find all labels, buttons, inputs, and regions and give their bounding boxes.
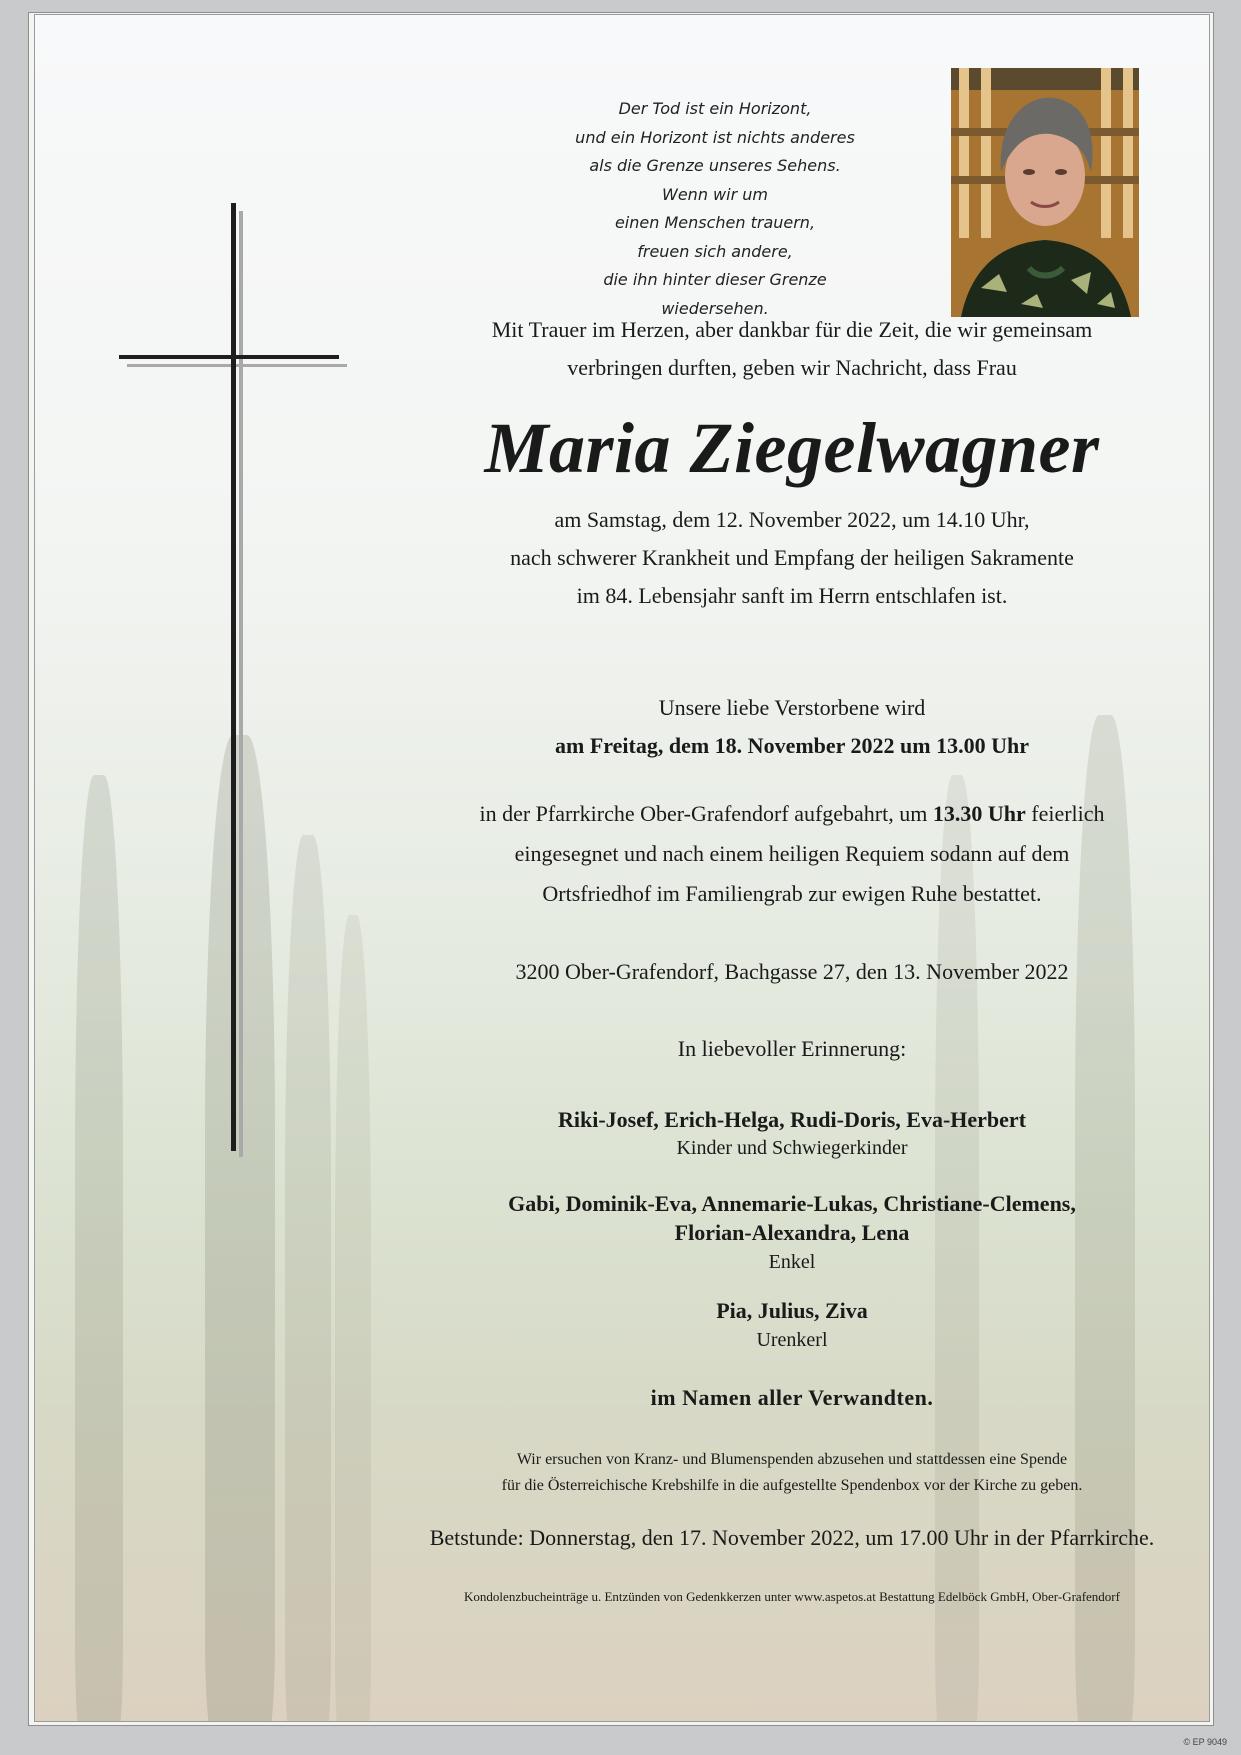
death-info-line: am Samstag, dem 12. November 2022, um 14.10 Uhr, [554, 507, 1030, 532]
poem [515, 95, 915, 323]
background-tree [75, 775, 123, 1722]
document-code: © EP 9049 [1183, 1737, 1227, 1747]
portrait-illustration [951, 68, 1139, 317]
poem-line: und ein Horizont ist nichts anderes [575, 127, 855, 147]
poem-line: Der Tod ist ein Horizont, [618, 99, 812, 118]
death-info-line: im 84. Lebensjahr sanft im Herrn entschlafen ist. [576, 583, 1008, 608]
place-date: 3200 Ober-Grafendorf, Bachgasse 27, den 13. November 2022 [515, 959, 1069, 984]
poem-line: Wenn wir um [662, 184, 768, 204]
background-tree [335, 915, 371, 1722]
cross-shadow-vertical [239, 211, 243, 1157]
great-grandchildren-names: Pia, Julius, Ziva [716, 1298, 868, 1323]
grandchildren-names: Florian-Alexandra, Lena [674, 1220, 910, 1245]
funeral-line: Ortsfriedhof im Familiengrab zur ewigen Ruhe bestattet. [542, 881, 1042, 906]
background-tree [935, 775, 979, 1722]
memory-heading: In liebevoller Erinnerung: [677, 1036, 907, 1061]
relatives-line: im Namen aller Verwandten. [650, 1385, 934, 1410]
cross-shadow-horizontal [127, 364, 347, 367]
intro-line: verbringen durften, geben wir Nachricht, dass Frau [567, 355, 1017, 380]
poem-line: einen Menschen trauern, [614, 213, 816, 232]
cross-horizontal-bar [119, 355, 339, 359]
funeral-line: eingesegnet und nach einem heiligen Requiem sodann auf dem [514, 841, 1070, 866]
poem-line: als die Grenze unseres Sehens. [589, 156, 841, 175]
background-tree [285, 835, 331, 1722]
poem-line: die ihn hinter dieser Grenze [603, 270, 827, 289]
cross-vertical-bar [231, 203, 236, 1151]
obituary-content [34, 14, 1210, 1722]
funeral-line: Unsere liebe Verstorbene wird [658, 695, 926, 720]
poem-line: freuen sich andere, [637, 241, 793, 261]
donation-note: Wir ersuchen von Kranz- und Blumenspenden abzusehen und stattdessen eine Spende [516, 1451, 1068, 1468]
footer-note: Kondolenzbucheinträge u. Entzünden von Gedenkkerzen unter www.aspetos.at Bestattung Edelböck GmbH, Ober-Grafendorf [464, 1589, 1120, 1604]
prayer-hour: Betstunde: Donnerstag, den 17. November 2022, um 17.00 Uhr in der Pfarrkirche. [429, 1525, 1155, 1550]
grandchildren-names: Gabi, Dominik-Eva, Annemarie-Lukas, Christiane-Clemens, [508, 1191, 1076, 1216]
portrait-photo [951, 68, 1139, 317]
funeral-date: am Freitag, dem 18. November 2022 um 13.00 Uhr [555, 733, 1029, 758]
blessing-time: 13.30 Uhr [932, 801, 1026, 826]
grandchildren-label: Enkel [768, 1251, 816, 1273]
death-info-line: nach schwerer Krankheit und Empfang der heiligen Sakramente [510, 545, 1074, 570]
funeral-line [375, 801, 1209, 827]
great-grandchildren-label: Urenkerl [756, 1329, 828, 1351]
intro-line: Mit Trauer im Herzen, aber dankbar für die Zeit, die wir gemeinsam [491, 317, 1093, 342]
funeral-text: in der Pfarrkirche Ober-Grafendorf aufgebahrt, um [479, 801, 933, 826]
poem-line: wiedersehen. [661, 298, 769, 318]
donation-note: für die Österreichische Krebshilfe in die aufgestellte Spendenbox vor der Kirche zu geben. [501, 1477, 1083, 1494]
deceased-name: Maria Ziegelwagner [484, 408, 1100, 488]
children-label: Kinder und Schwiegerkinder [676, 1137, 908, 1159]
funeral-text: feierlich [1025, 801, 1105, 826]
children-names: Riki-Josef, Erich-Helga, Rudi-Doris, Eva-Herbert [557, 1107, 1027, 1132]
